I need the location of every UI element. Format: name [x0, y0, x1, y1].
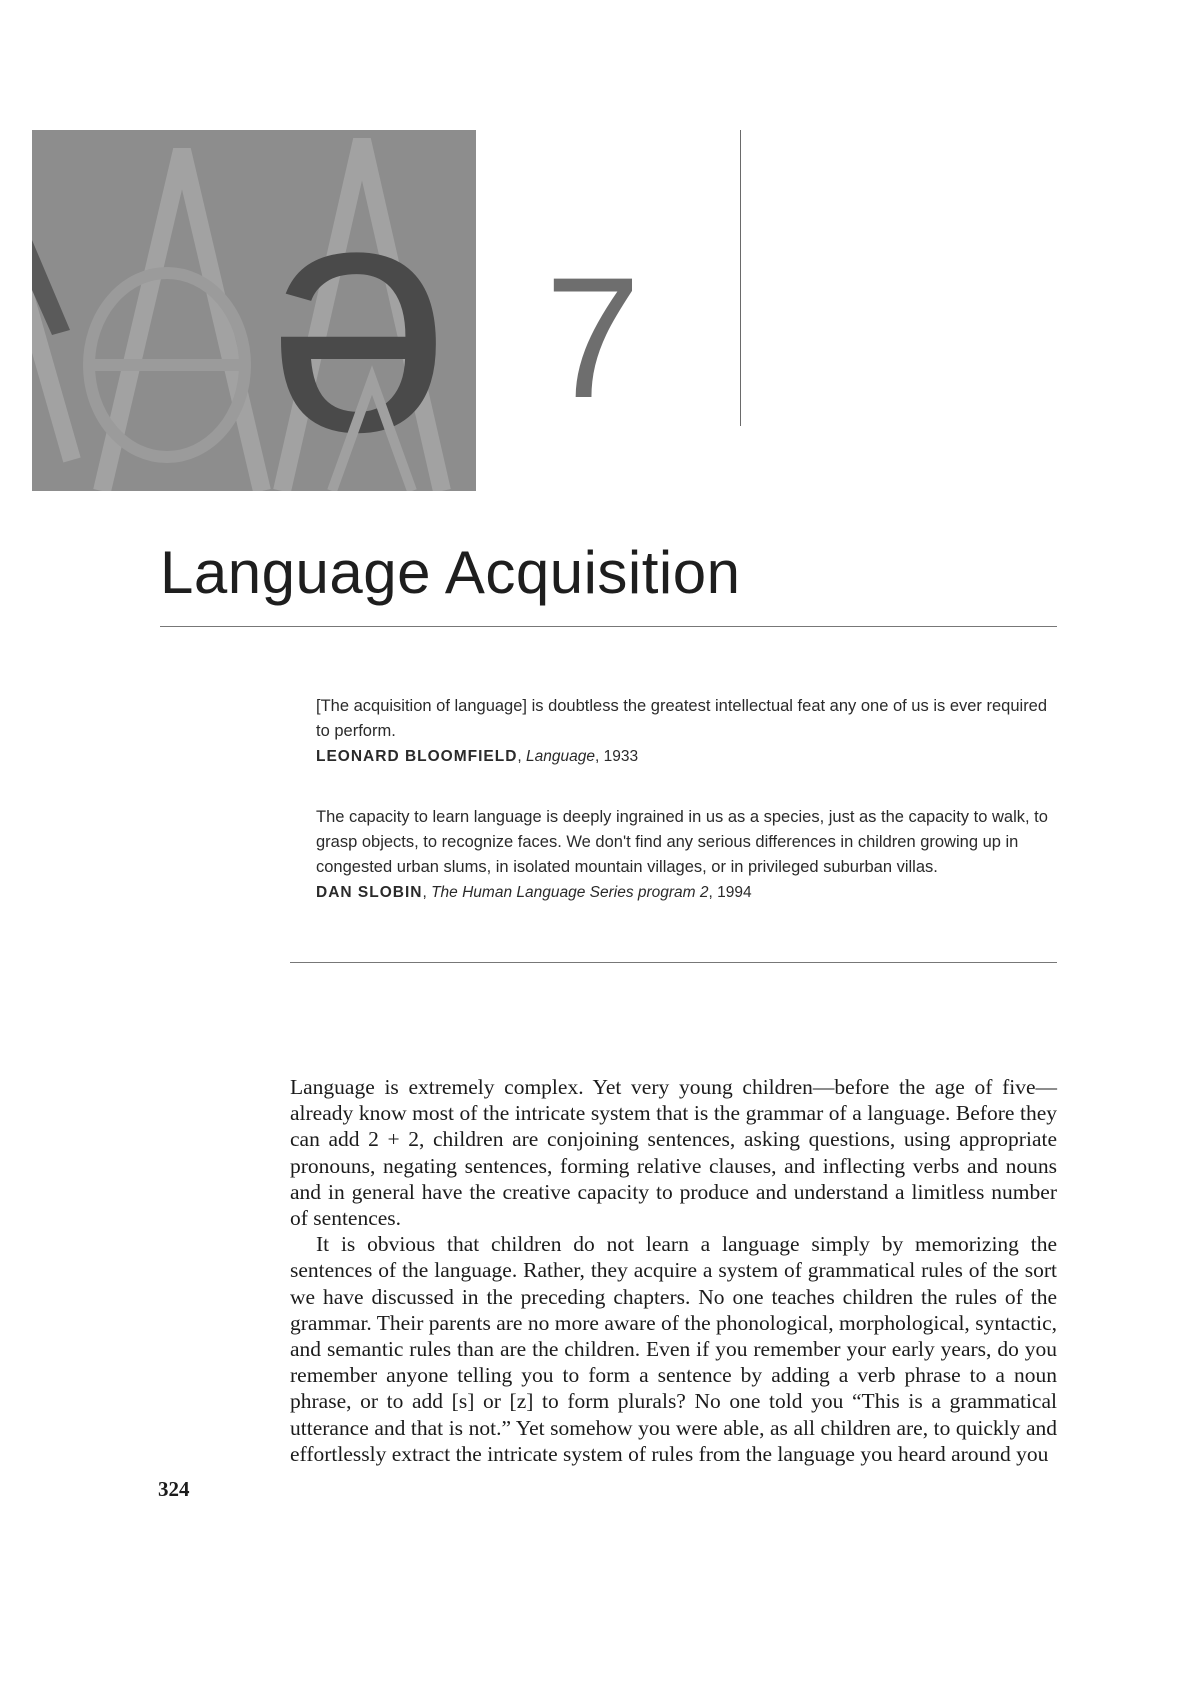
title-rule — [160, 626, 1057, 627]
epigraph-quote: [The acquisition of language] is doubtless the greatest intellectual feat any one of us is ever required to perform. — [316, 697, 1048, 740]
body-paragraph: Language is extremely complex. Yet very young children—before the age of five—already know most of the intricate system that is the grammar of a language. Before they can add 2 + 2, children are conjoining sentences, asking questions, using appropriate pronouns, negating sentences, forming relative clauses, and inflecting verbs and nouns and in general have the creative capacity to produce and understand a limitless number of sentences. — [290, 1075, 1057, 1231]
epigraph — [316, 805, 1061, 905]
epigraph-rule — [290, 962, 1057, 963]
epigraph-year: 1933 — [603, 748, 639, 765]
chapter-vertical-rule — [740, 130, 741, 426]
epigraph-attribution: LEONARD BLOOMFIELD, Language, 1933 — [316, 748, 639, 765]
body-text — [290, 1074, 1057, 1467]
chapter-title: Language Acquisition — [160, 539, 741, 606]
chapter-number: 7 — [545, 242, 641, 434]
schwa-glyph: ə — [267, 131, 451, 491]
body-paragraph: It is obvious that children do not learn a language simply by memorizing the sentences of the language. Rather, they acquire a system of grammatical rules of the sort we have discussed in the preceding chapters. No one teaches children the rules of the grammar. Their parents are no more aware of the phonological, morphological, syntactic, and semantic rules than are the children. Even if you remember your early years, do you remember anyone telling you to form a sentence by adding a verb phrase to a noun phrase, or to add [s] or [z] to form plurals? No one told you “This is a grammatical utterance and that is not.” Yet somehow you were able, as all children are, to quickly and effortlessly extract the intricate system of rules from the language you heard around you — [290, 1232, 1057, 1466]
epigraph-year: 1994 — [717, 884, 752, 901]
page-number: 324 — [158, 1477, 190, 1501]
epigraph-quote: The capacity to learn language is deeply ingrained in us as a species, just as the capacity to walk, to grasp objects, to recognize faces. We don't find any serious differences in children growing up in congested urban slums, in isolated mountain villages, or in privileged suburban villas. — [316, 808, 1048, 876]
chapter-opener-art — [32, 130, 476, 491]
epigraph-author: DAN SLOBIN — [316, 884, 423, 901]
epigraph-work: The Human Language Series program 2 — [431, 884, 709, 901]
epigraph — [316, 694, 1061, 769]
epigraph-work: Language — [526, 748, 595, 765]
epigraph-attribution: DAN SLOBIN, The Human Language Series program 2, 1994 — [316, 884, 752, 901]
epigraph-author: LEONARD BLOOMFIELD — [316, 748, 518, 765]
